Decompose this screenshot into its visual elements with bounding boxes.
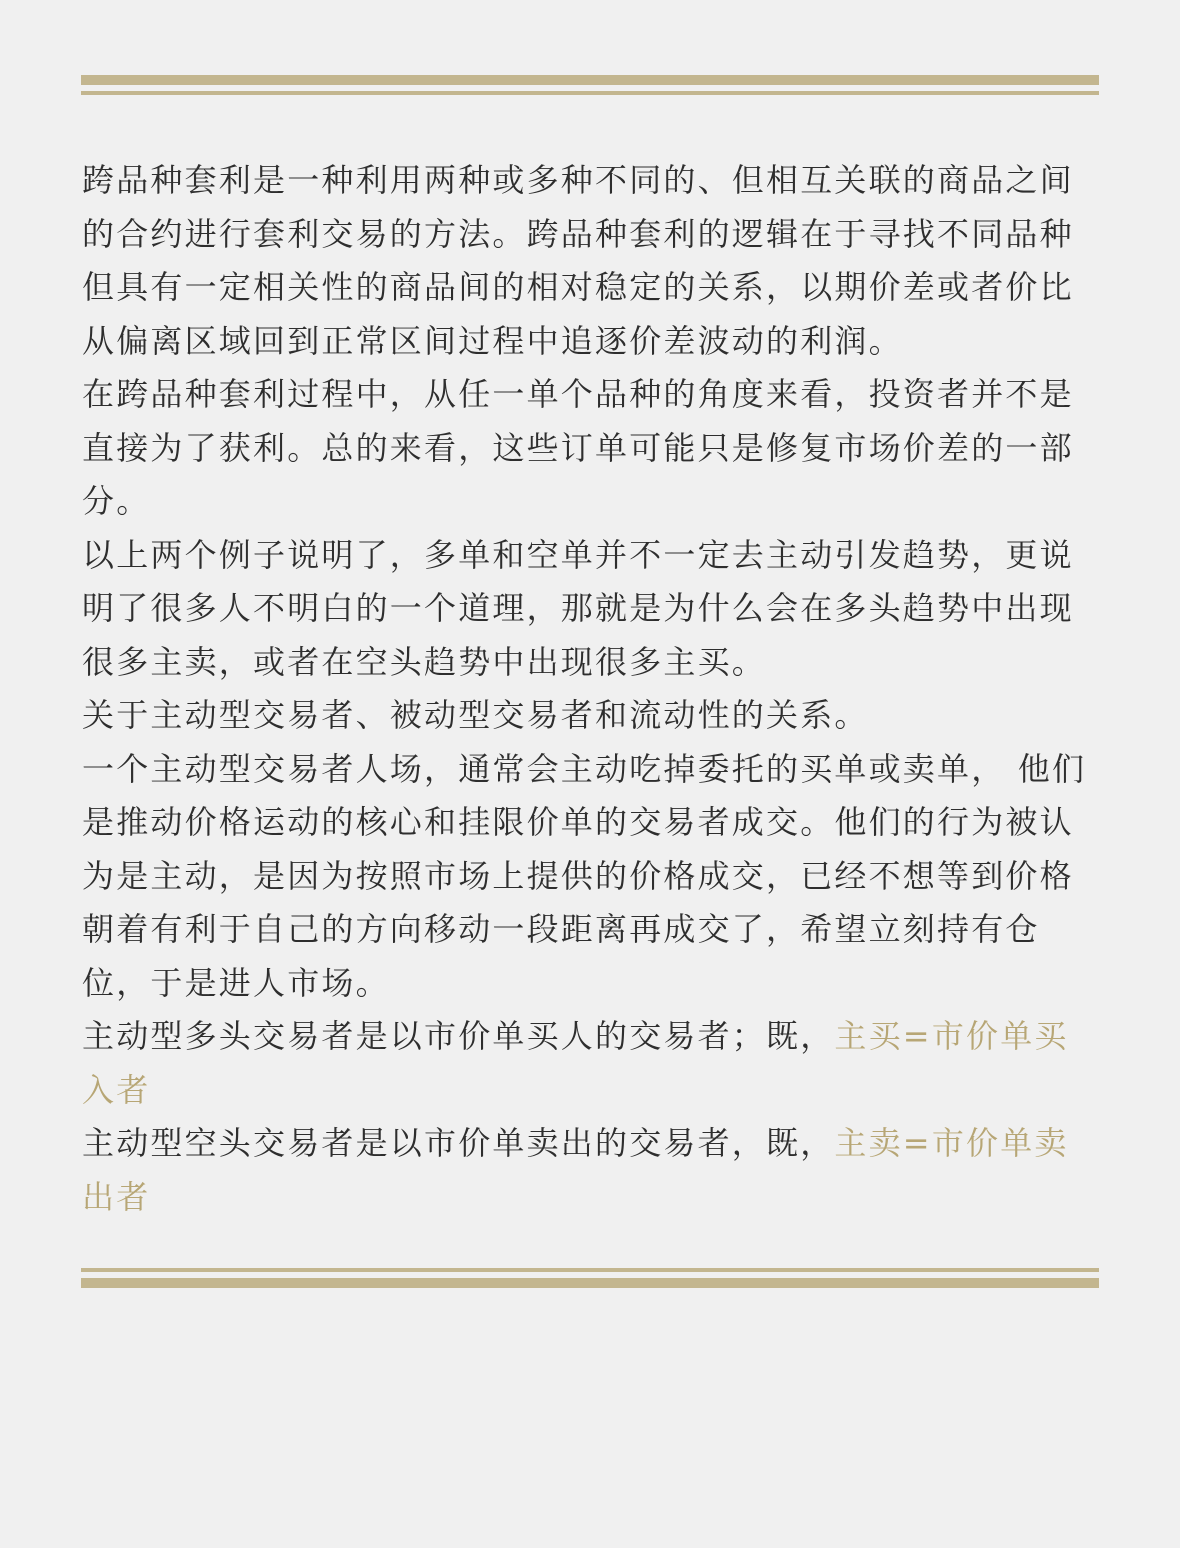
top-divider-thick-line <box>81 75 1099 85</box>
paragraph-examples-explanation: 以上两个例子说明了，多单和空单并不一定去主动引发趋势，更说明了很多人不明白的一个道理，那就是为什么会在多头趋势中出现很多主卖，或者在空头趋势中出现很多主买。 <box>82 535 1074 681</box>
paragraph-active-trader: 一个主动型交易者人场，通常会主动吃掉委托的买单或卖单， 他们是推动价格运动的核心和挂限价单的交易者成交。他们的行为被认为是主动，是因为按照市场上提供的价格成交，已经不想等到价格朝着有利于自己的方向移动一段距离再成交了，希望立刻持有仓位，于是进人市场。 <box>82 749 1087 1002</box>
paragraph-trader-types-heading: 关于主动型交易者、被动型交易者和流动性的关系。 <box>82 696 869 734</box>
active-long-text: 主动型多头交易者是以市价单买人的交易者；既， <box>82 1017 835 1055</box>
paragraph-single-commodity-view: 在跨品种套利过程中，从任一单个品种的角度来看，投资者并不是直接为了获利。总的来看，这些订单可能只是修复市场价差的一部分。 <box>82 375 1074 520</box>
article-body <box>82 154 1092 1224</box>
active-short-highlight: 主卖=市价单卖出者 <box>82 1124 1069 1216</box>
paragraph-cross-commodity-arbitrage: 跨品种套利是一种利用两种或多种不同的、但相互关联的商品之间的合约进行套利交易的方法。跨品种套利的逻辑在于寻找不同品种但具有一定相关性的商品间的相对稳定的关系，以期价差或者价比从偏离区域回到正常区间过程中追逐价差波动的利润。 <box>82 161 1074 360</box>
top-divider-thin-line <box>81 91 1099 95</box>
paragraph-active-long-trader <box>82 1010 1092 1117</box>
top-divider <box>81 75 1099 95</box>
active-long-highlight: 主买=市价单买入者 <box>82 1017 1069 1109</box>
bottom-divider-thick-line <box>81 1278 1099 1288</box>
bottom-divider-thin-line <box>81 1268 1099 1272</box>
bottom-divider <box>81 1268 1099 1288</box>
active-short-text: 主动型空头交易者是以市价单卖出的交易者，既， <box>82 1124 835 1162</box>
paragraph-active-short-trader <box>82 1117 1092 1224</box>
